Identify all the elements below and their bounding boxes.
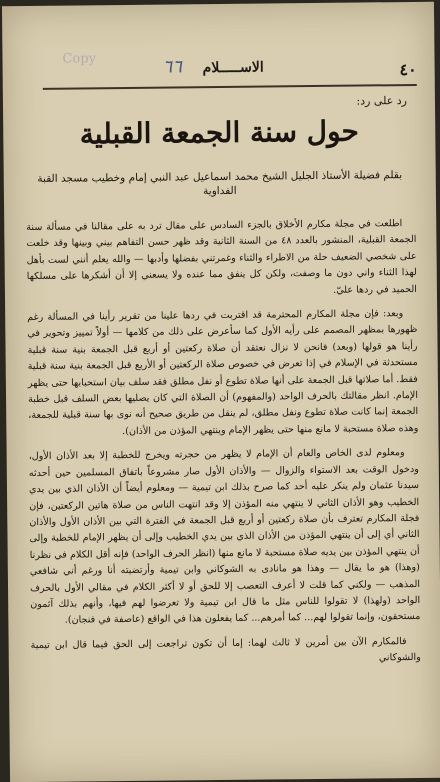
article-byline: بقلم فضيلة الأستاذ الجليل الشيخ محمد اسماعيل عبد النبي إمام وخطيب مسجد القبة الفداوية: [37, 169, 403, 198]
running-header: [43, 51, 417, 90]
paragraph-1: اطلعت في مجلة مكارم الأخلاق بالجزء السادس على مقال ترد به على مقالنا في مسألة سنة الجمعة القبلية، المنشور بالعدد ٤٨ من السنة الثانية وقد ظهر حسن التفاهم بيني وبينها وقد خلعت على شخصي الضعيف حلة من الاطراء والثناء وغمرتني بفضلها وأدبها — والله يعلم أنني لست بأهل لهذا الثناء واني دون ما وصفت، ولكن كل ينفق مما عنده ولا يسعني إلا أن أشكرها على مسلكها الحميد في ردها عليّ.: [26, 218, 417, 296]
paragraph-3: ومعلوم لدى الخاص والعام أن الإمام لا يظهر من حجرته ويخرج للخطبة إلا بعد الأذان الأول، ودخول الوقت بعد الاستواء والزوال — والأذان الأول صار مشروعاً باتفاق المسلمين حين أحدثه سيدنا عثمان ولم ينكر عليه أحد كما صرح بذلك ابن تيمية — ومعلوم أيضاً أن الأذان الذي بين يدي الخطيب وهو الأذان الثاني لا ينتهي منه المؤذن إلا وقد انتهت الناس من صلاة هاتين الركعتين، فإن فجلة المكارم تعترف بأن صلاة ركعتين أو أربع قبل الجمعة في الفترة التي بين الأذان الأول والأذان الثاني أي إلى أن ينتهي المؤذن من الأذان الذي بين يدي الخطيب وإلى أن يظهر الإمام للخطبة وإلى أن ينتهي المؤذن بين يديه صلاة مستحبة لا مانع منها (انظر الحرف الواحد) فإنه أقل الكلام في نظرنا (وهذا) هو ما يقال — وهذا هو مانادى به الشوكاني وابن تيمية وأرتضيته أنا ورغم أني شافعي المذهب — ولكني كما قلت لا أعرف التعصب إلا للحق أو لا أكثر الكلام في مقالي الأول بالحرف الواحد (ولهذا) لا تقولوا للناس مثل ما قال ابن تيمية ولا تعرضوا لهم فيها، وأنهم بذلك آثمون مستحقون، وإنما تقولوا لهم... كما أمرهم... كما يفعلون هذا في الواقع (عاصفة في فنجان).: [28, 447, 421, 627]
reply-label: رد على رد:: [356, 94, 408, 108]
book-page: [2, 2, 440, 782]
page-number: ٤٠: [399, 59, 417, 80]
faded-stamp: Copy: [62, 51, 97, 67]
final-line: فالمكارم الآن بين أمرين لا ثالث لهما: إما أن تكون تراجعت إلى الحق فيما قال ابن تيمية والشوكاني: [30, 635, 421, 664]
article-title: حول سنة الجمعة القبلية: [79, 114, 359, 151]
handwritten-number: ٦٦: [162, 56, 183, 78]
article-body: [26, 216, 421, 679]
journal-name: الاســـــلام: [202, 59, 264, 77]
paragraph-2: وبعد: فإن مجلة المكارم المحترمة قد اقتربت في ردها علينا من تقرير رأينا في المسألة رغم ظهورها بمظهر المصمم على رأيه الأول كما سأعرض على ذلك من كلامها — أولاً تمييز وتحوير في رأينا هو قولها (وبعد) فانحن لا نزال نعتقد أن صلاة ركعتين أو أربع قبل الجمعة بنية سنة قبلية مستحدثة في الإسلام في إذا تعرض في خصوص صلاة الركعتين أو الأربع قبل الجمعة بنية سنة قبلية فقط. أما صلاتها قبل الجمعة على أنها صلاة تطوع أو نفل مطلق فقد سلف بيان استحبابها حتى يظهر الإمام. انظر مقالتك بالحرف الواحد (والمفهوم) أن الصلاة التي كان يصليها بعض السلف قبل خطبة الجمعة إنما كانت صلاة تطوع ونفل مطلق، لم ينقل من طريق صحيح أنه نوى بها سنة قبلية للجمعة، وهذه صلاة مستحبة لا مانع منها حتى يظهر الإمام وينتهي المؤذن من الأذان).: [27, 308, 419, 437]
